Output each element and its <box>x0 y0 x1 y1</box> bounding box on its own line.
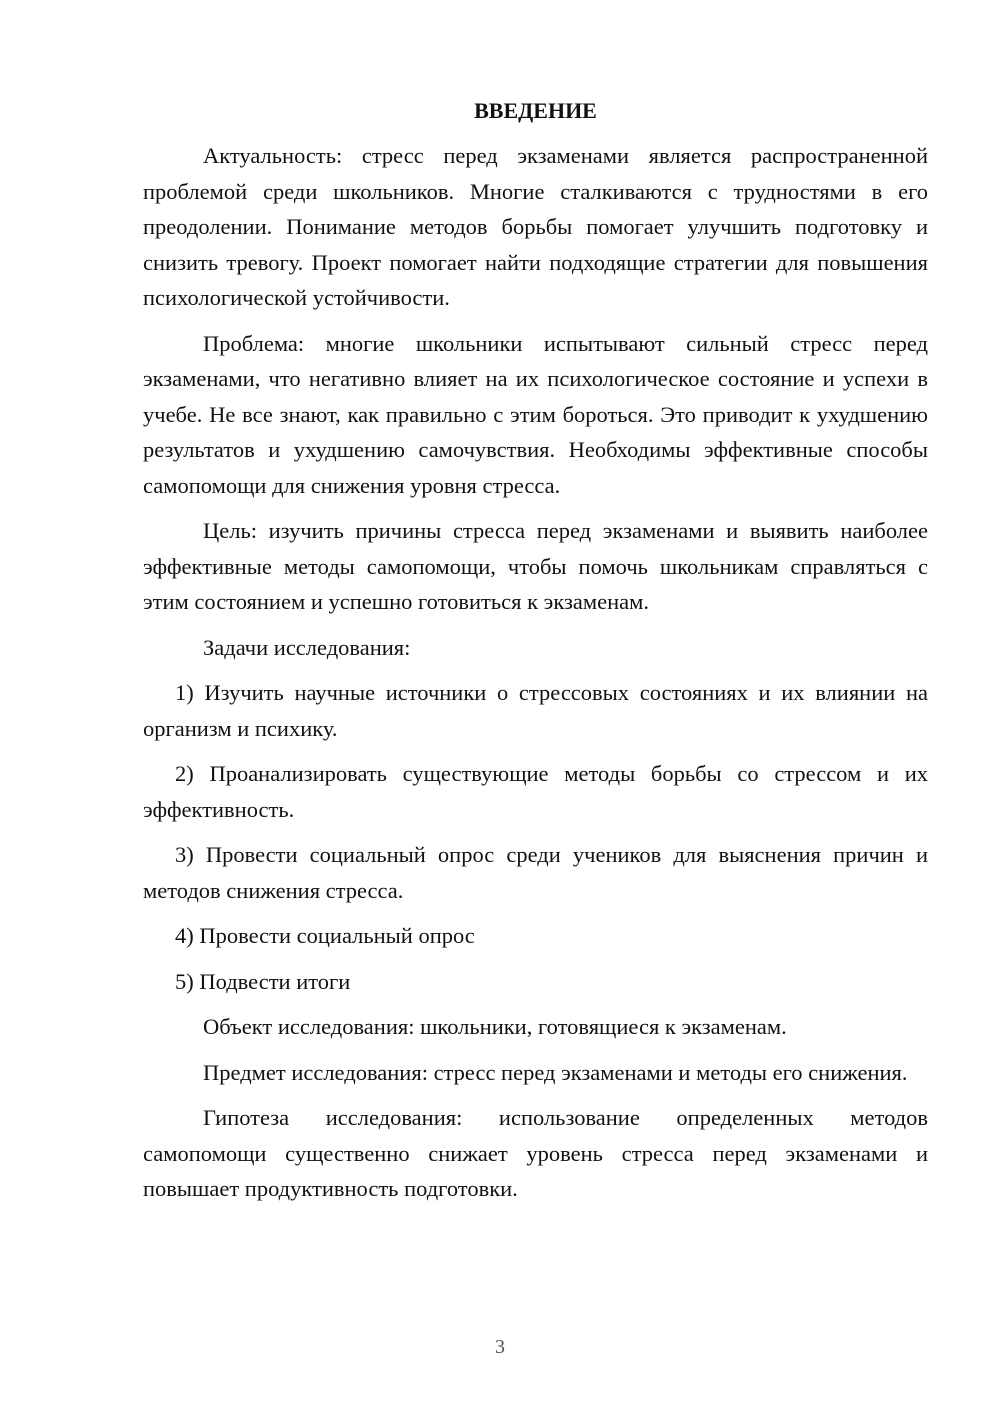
hypothesis-paragraph: Гипотеза исследования: использование определенных методов самопомощи существенно снижает уровень стресса перед экзаменами и повышает продуктивность подготовки. <box>143 1105 928 1201</box>
section-title: ВВЕДЕНИЕ <box>474 98 597 123</box>
goal-paragraph: Цель: изучить причины стресса перед экзаменами и выявить наиболее эффективные методы самопомощи, чтобы помочь школьникам справляться с этим состоянием и успешно готовиться к экзаменам. <box>143 518 928 614</box>
relevance-paragraph: Актуальность: стресс перед экзаменами является распространенной проблемой среди школьников. Многие сталкиваются с трудностями в его преодолении. Понимание методов борьбы помогает улучшить подготовку и снизить тревогу. Проект помогает найти подходящие стратегии для повышения психологической устойчивости. <box>143 143 928 310</box>
object-paragraph: Объект исследования: школьники, готовящиеся к экзаменам. <box>203 1014 787 1039</box>
task-item-1: 1) Изучить научные источники о стрессовых состояниях и их влиянии на организм и психику. <box>143 680 928 741</box>
page-content <box>143 94 928 1217</box>
task-item-2: 2) Проанализировать существующие методы борьбы со стрессом и их эффективность. <box>143 761 928 822</box>
page-number: 3 <box>495 1336 505 1358</box>
task-item-3: 3) Провести социальный опрос среди учеников для выяснения причин и методов снижения стресса. <box>143 842 928 903</box>
task-item-5: 5) Подвести итоги <box>175 968 351 994</box>
subject-paragraph: Предмет исследования: стресс перед экзаменами и методы его снижения. <box>203 1059 908 1085</box>
problem-paragraph: Проблема: многие школьники испытывают сильный стресс перед экзаменами, что негативно влияет на их психологическое состояние и успехи в учебе. Не все знают, как правильно с этим бороться. Это приводит к ухудшению результатов и ухудшению самочувствия. Необходимы эффективные способы самопомощи для снижения уровня стресса. <box>143 330 928 498</box>
task-item-4: 4) Провести социальный опрос <box>175 923 475 948</box>
tasks-heading: Задачи исследования: <box>203 634 411 660</box>
